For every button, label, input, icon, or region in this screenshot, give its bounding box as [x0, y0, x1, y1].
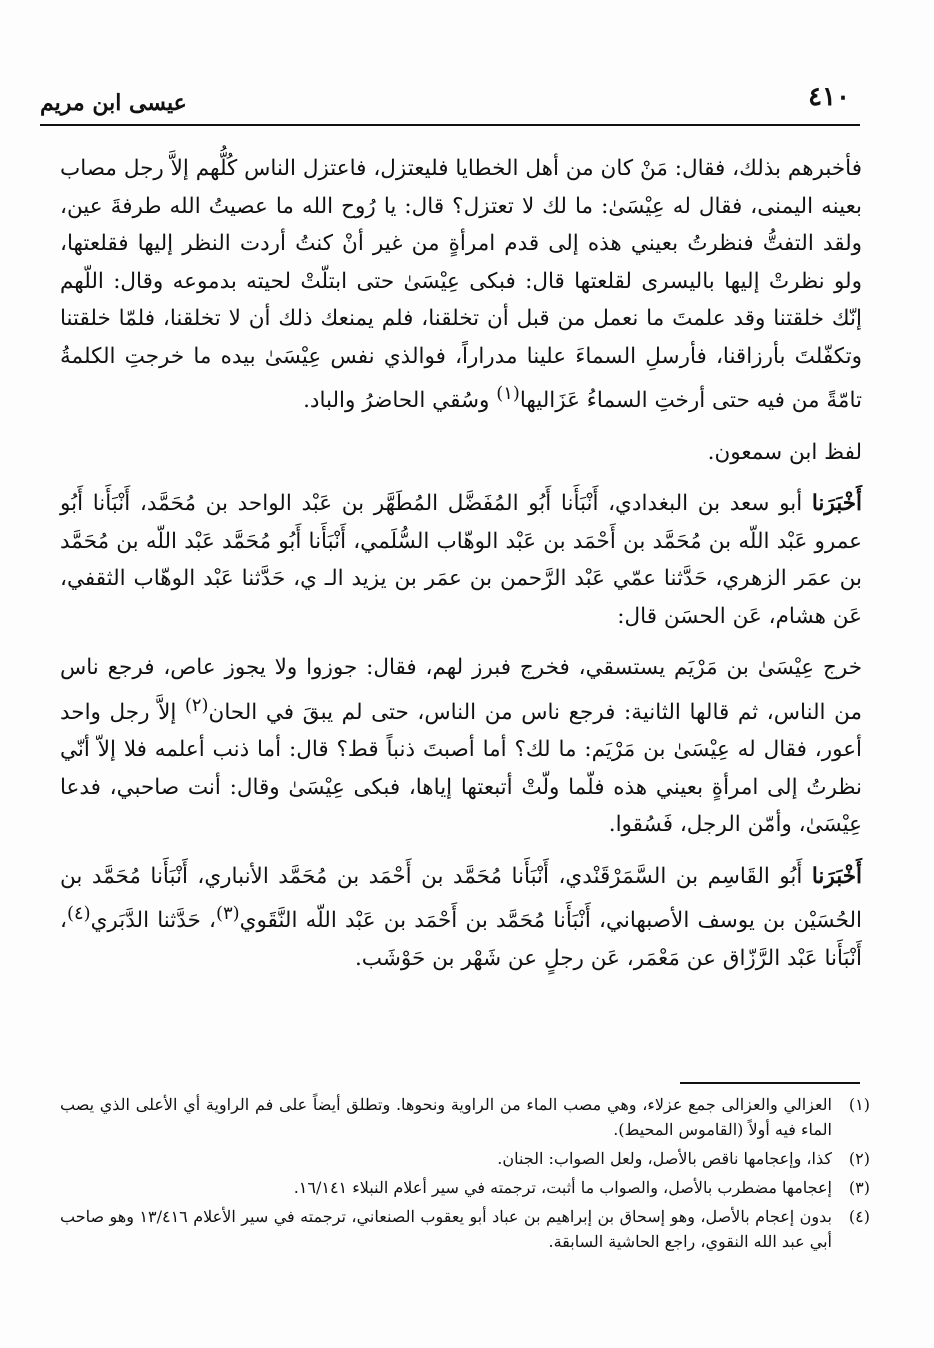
footnote — [60, 1204, 870, 1254]
footnote-ref-3: (٣) — [215, 903, 240, 925]
footnote-text: العزالي والعزالى جمع عزلاء، وهي مصب الماء من الراوية ونحوها. وتطلق أيضاً على فم الراوية أي الأعلى الذي يصب الماء فيه أولاً (القاموس المحيط). — [60, 1095, 833, 1139]
paragraph-5-end: ، أَنْبَأَنا عَبْد الرَّزّاق عن مَعْمَر، عَن رجلٍ عن شَهْر بن حَوْشَب. — [60, 908, 862, 971]
running-title: عيسى ابن مريم — [40, 90, 187, 116]
footnote-ref-1: (١) — [496, 383, 520, 404]
paragraph-2: لفظ ابن سمعون. — [707, 439, 862, 465]
header-rule — [40, 124, 860, 126]
footnotes — [60, 1092, 870, 1258]
footnote-rule — [680, 1082, 860, 1084]
footnote — [60, 1146, 870, 1171]
footnote-number: (١) — [848, 1095, 870, 1114]
paragraph-3-text: أبو سعد بن البغدادي، أَنْبَأَنا أَبُو المُفَضَّل المُطَهَّر بن عَبْد الواحد بن مُحَمَّد، أَنْبَأَنا أَبُو عمرو عَبْد اللّه بن مُحَمَّد بن أَحْمَد بن عَبْد الوهّاب السُّلَمي، أَنْبَأَنا أَبُو مُحَمَّد عَبْد اللّه بن مُحَمَّد بن عمَر الزهري، حَدَّثنا عمّي عَبْد الرَّحمن بن عمَر بن يزيد الـ ي، حَدَّثنا عَبْد الوهّاب الثقفي، عَن هشام، عَن الحسَن قال: — [60, 491, 862, 629]
paragraph-5 — [60, 858, 862, 978]
footnote-text: إعجامها مضطرب بالأصل، والصواب ما أثبت، ترجمته في سير أعلام النبلاء ١٦/١٤١. — [293, 1178, 832, 1197]
isnad-lead: أَخْبَرَنا — [811, 491, 862, 517]
main-text — [60, 150, 862, 977]
paragraph-4-text: خرج عِيْسَىٰ بن مَرْيَم يستسقي، فخرج فبرز لهم، فقال: جوزوا ولا يجوز عاص، فرجع ناس من الناس، ثم قالها الثانية: فرجع ناس من الناس، حتى لم يبقَ في الحان — [60, 655, 862, 725]
page-header — [40, 82, 860, 126]
paragraph-3 — [60, 485, 862, 635]
footnote — [60, 1175, 870, 1200]
footnote-ref-2: (٢) — [184, 694, 209, 716]
footnote-text: كذا، وإعجامها ناقص بالأصل، ولعل الصواب: الجنان. — [497, 1149, 832, 1168]
isnad-lead: أَخْبَرَنا — [811, 863, 862, 889]
footnote-number: (٤) — [848, 1207, 870, 1226]
page-number: ٤١٠ — [808, 82, 850, 112]
paragraph-1-text: فأخبرهم بذلك، فقال: مَنْ كان من أهل الخطايا فليعتزل، فاعتزل الناس كُلُّهم إلاَّ رجل مصاب بعينه اليمنى، فقال له عِيْسَىٰ: ما لك لا تعتزل؟ قال: يا رُوح الله ما عصيتُ الله طرفةَ عين، ولقد التفتُّ فنظرتُ بعيني هذه إلى قدم امرأةٍ من غير أنْ كنتُ أردت النظر إليها فقلعتها، ولو نظرتْ إليها باليسرى لقلعتها قال: فبكى عِيْسَىٰ حتى ابتلّتْ لحيته بدموعه وقال: اللّهم إنّك خلقتنا وقد علمتَ ما نعمل من قبل أن تخلقنا، فلم يمنعك ذلك أن لا تخلقنا، فلمّا خلقتنا وتكفّلتَ بأرزاقنا، فأرسلِ السماءَ علينا مدراراً، فوالذي نفس عِيْسَىٰ بيده ما خرجتِ الكلمةُ تامّةً من فيه حتى أرختِ السماءُ عَزَاليها — [60, 156, 862, 414]
footnote-text: بدون إعجام بالأصل، وهو إسحاق بن إبراهيم بن عباد أبو يعقوب الصنعاني، ترجمته في سير الأعلام ١٣/٤١٦ وهو صاحب أبي عبد الله النقوي، راجع الحاشية السابقة. — [60, 1207, 832, 1251]
footnote-number: (٣) — [848, 1178, 870, 1197]
footnote-ref-4: (٤) — [66, 903, 91, 925]
paragraph-1 — [60, 150, 862, 420]
footnote — [60, 1092, 870, 1142]
paragraph-4 — [60, 649, 862, 844]
paragraph-1-end: وسُقي الحاضرُ والباد. — [303, 388, 497, 414]
paragraph-4-end: إلاَّ رجل واحد أعور، فقال له عِيْسَىٰ بن مَرْيَم: ما لك؟ أما أصبتَ ذنباً قط؟ قال: أما ذنب أعلمه فلا إلاّ أنّي نظرتُ إلى امرأةٍ بعيني هذه فلّما ولّتْ أتبعتها إياها، فبكى عِيْسَىٰ وقال: أنت صاحبي، فدعا عِيْسَىٰ، وأمّن الرجل، فَسُقوا. — [60, 699, 862, 838]
paragraph-5-text: أَبُو القَاسِم بن السَّمَرْقَنْدي، أَنْبَأَنا مُحَمَّد بن أَحْمَد بن مُحَمَّد الأنباري، أَنْبَأَنا مُحَمَّد بن الحُسَيْن بن يوسف الأصبهاني، أَنْبَأَنا مُحَمَّد بن أَحْمَد بن عَبْد اللّه النَّقَوي — [60, 863, 862, 934]
footnote-number: (٢) — [848, 1149, 870, 1168]
paragraph-5-mid: ، حَدَّثنا الدَّبَري — [90, 908, 216, 934]
